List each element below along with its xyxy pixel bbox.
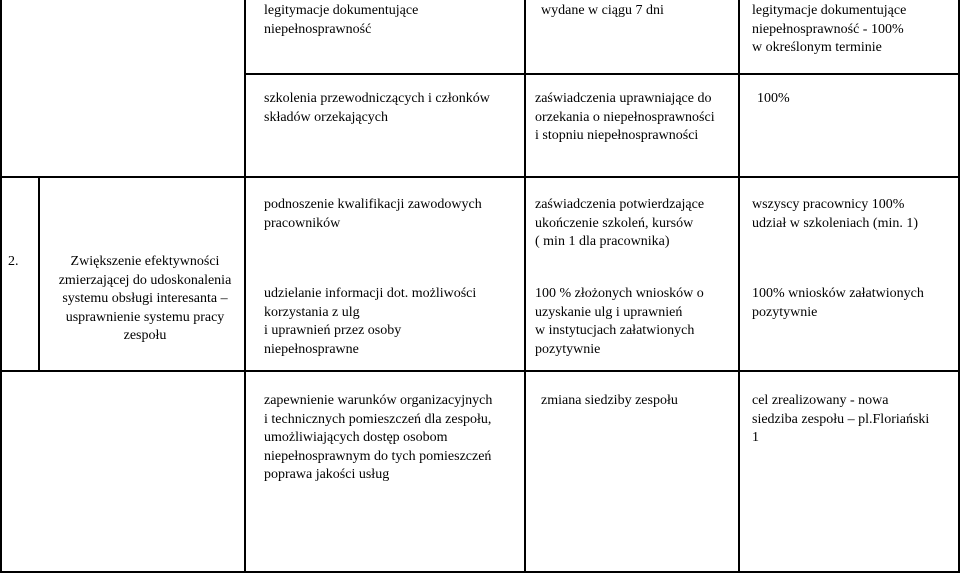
measure-information: 100 % złożonych wniosków o uzyskanie ulg i uprawnień w instytucjach załatwionych pozytywnie xyxy=(535,286,704,357)
row4-target-cell: cel zrealizowany - nowa siedziba zespołu – pl.Floriański 1 xyxy=(752,393,930,445)
task-qualifications: podnoszenie kwalifikacji zawodowych pracowników xyxy=(264,197,482,231)
row4-task-cell: zapewnienie warunków organizacyjnych i technicznych pomieszczeń dla zespołu, umożliwiających dostęp osobom niepełnosprawnym do tych pomieszczeń poprawa jakości usług xyxy=(264,393,493,482)
column-divider xyxy=(244,0,246,573)
column-divider xyxy=(38,178,40,371)
row4-measure-cell: zmiana siedziby zespołu xyxy=(541,393,678,408)
row-divider xyxy=(244,73,960,75)
goal-description: Zwiększenie efektywności zmierzającej do udoskonalenia systemu obsługi interesanta – usprawnienie systemu pracy zespołu xyxy=(58,254,232,343)
column-divider xyxy=(524,0,526,573)
row1-target-cell: legitymacje dokumentujące niepełnosprawność - 100% w określonym terminie xyxy=(752,3,907,55)
row1-measure-cell: wydane w ciągu 7 dni xyxy=(541,3,664,18)
row2-target-cell: 100% xyxy=(757,91,790,106)
task-information: udzielanie informacji dot. możliwości korzystania z ulg i uprawnień przez osoby niepełnosprawne xyxy=(264,286,477,357)
row-divider xyxy=(0,176,960,178)
row2-task-cell: szkolenia przewodniczących i członków składów orzekających xyxy=(264,91,490,125)
goal-number: 2. xyxy=(8,254,19,269)
row1-task-cell: legitymacje dokumentujące niepełnosprawność xyxy=(264,3,419,37)
column-divider xyxy=(738,0,740,573)
target-information: 100% wniosków załatwionych pozytywnie xyxy=(752,286,924,320)
row2-measure-cell: zaświadczenia uprawniające do orzekania o niepełnosprawności i stopniu niepełnosprawności xyxy=(535,91,715,143)
target-qualifications: wszyscy pracownicy 100% udział w szkoleniach (min. 1) xyxy=(752,197,919,231)
measure-qualifications: zaświadczenia potwierdzające ukończenie szkoleń, kursów ( min 1 dla pracownika) xyxy=(535,197,705,249)
column-divider xyxy=(0,0,2,573)
row-divider xyxy=(0,370,960,372)
